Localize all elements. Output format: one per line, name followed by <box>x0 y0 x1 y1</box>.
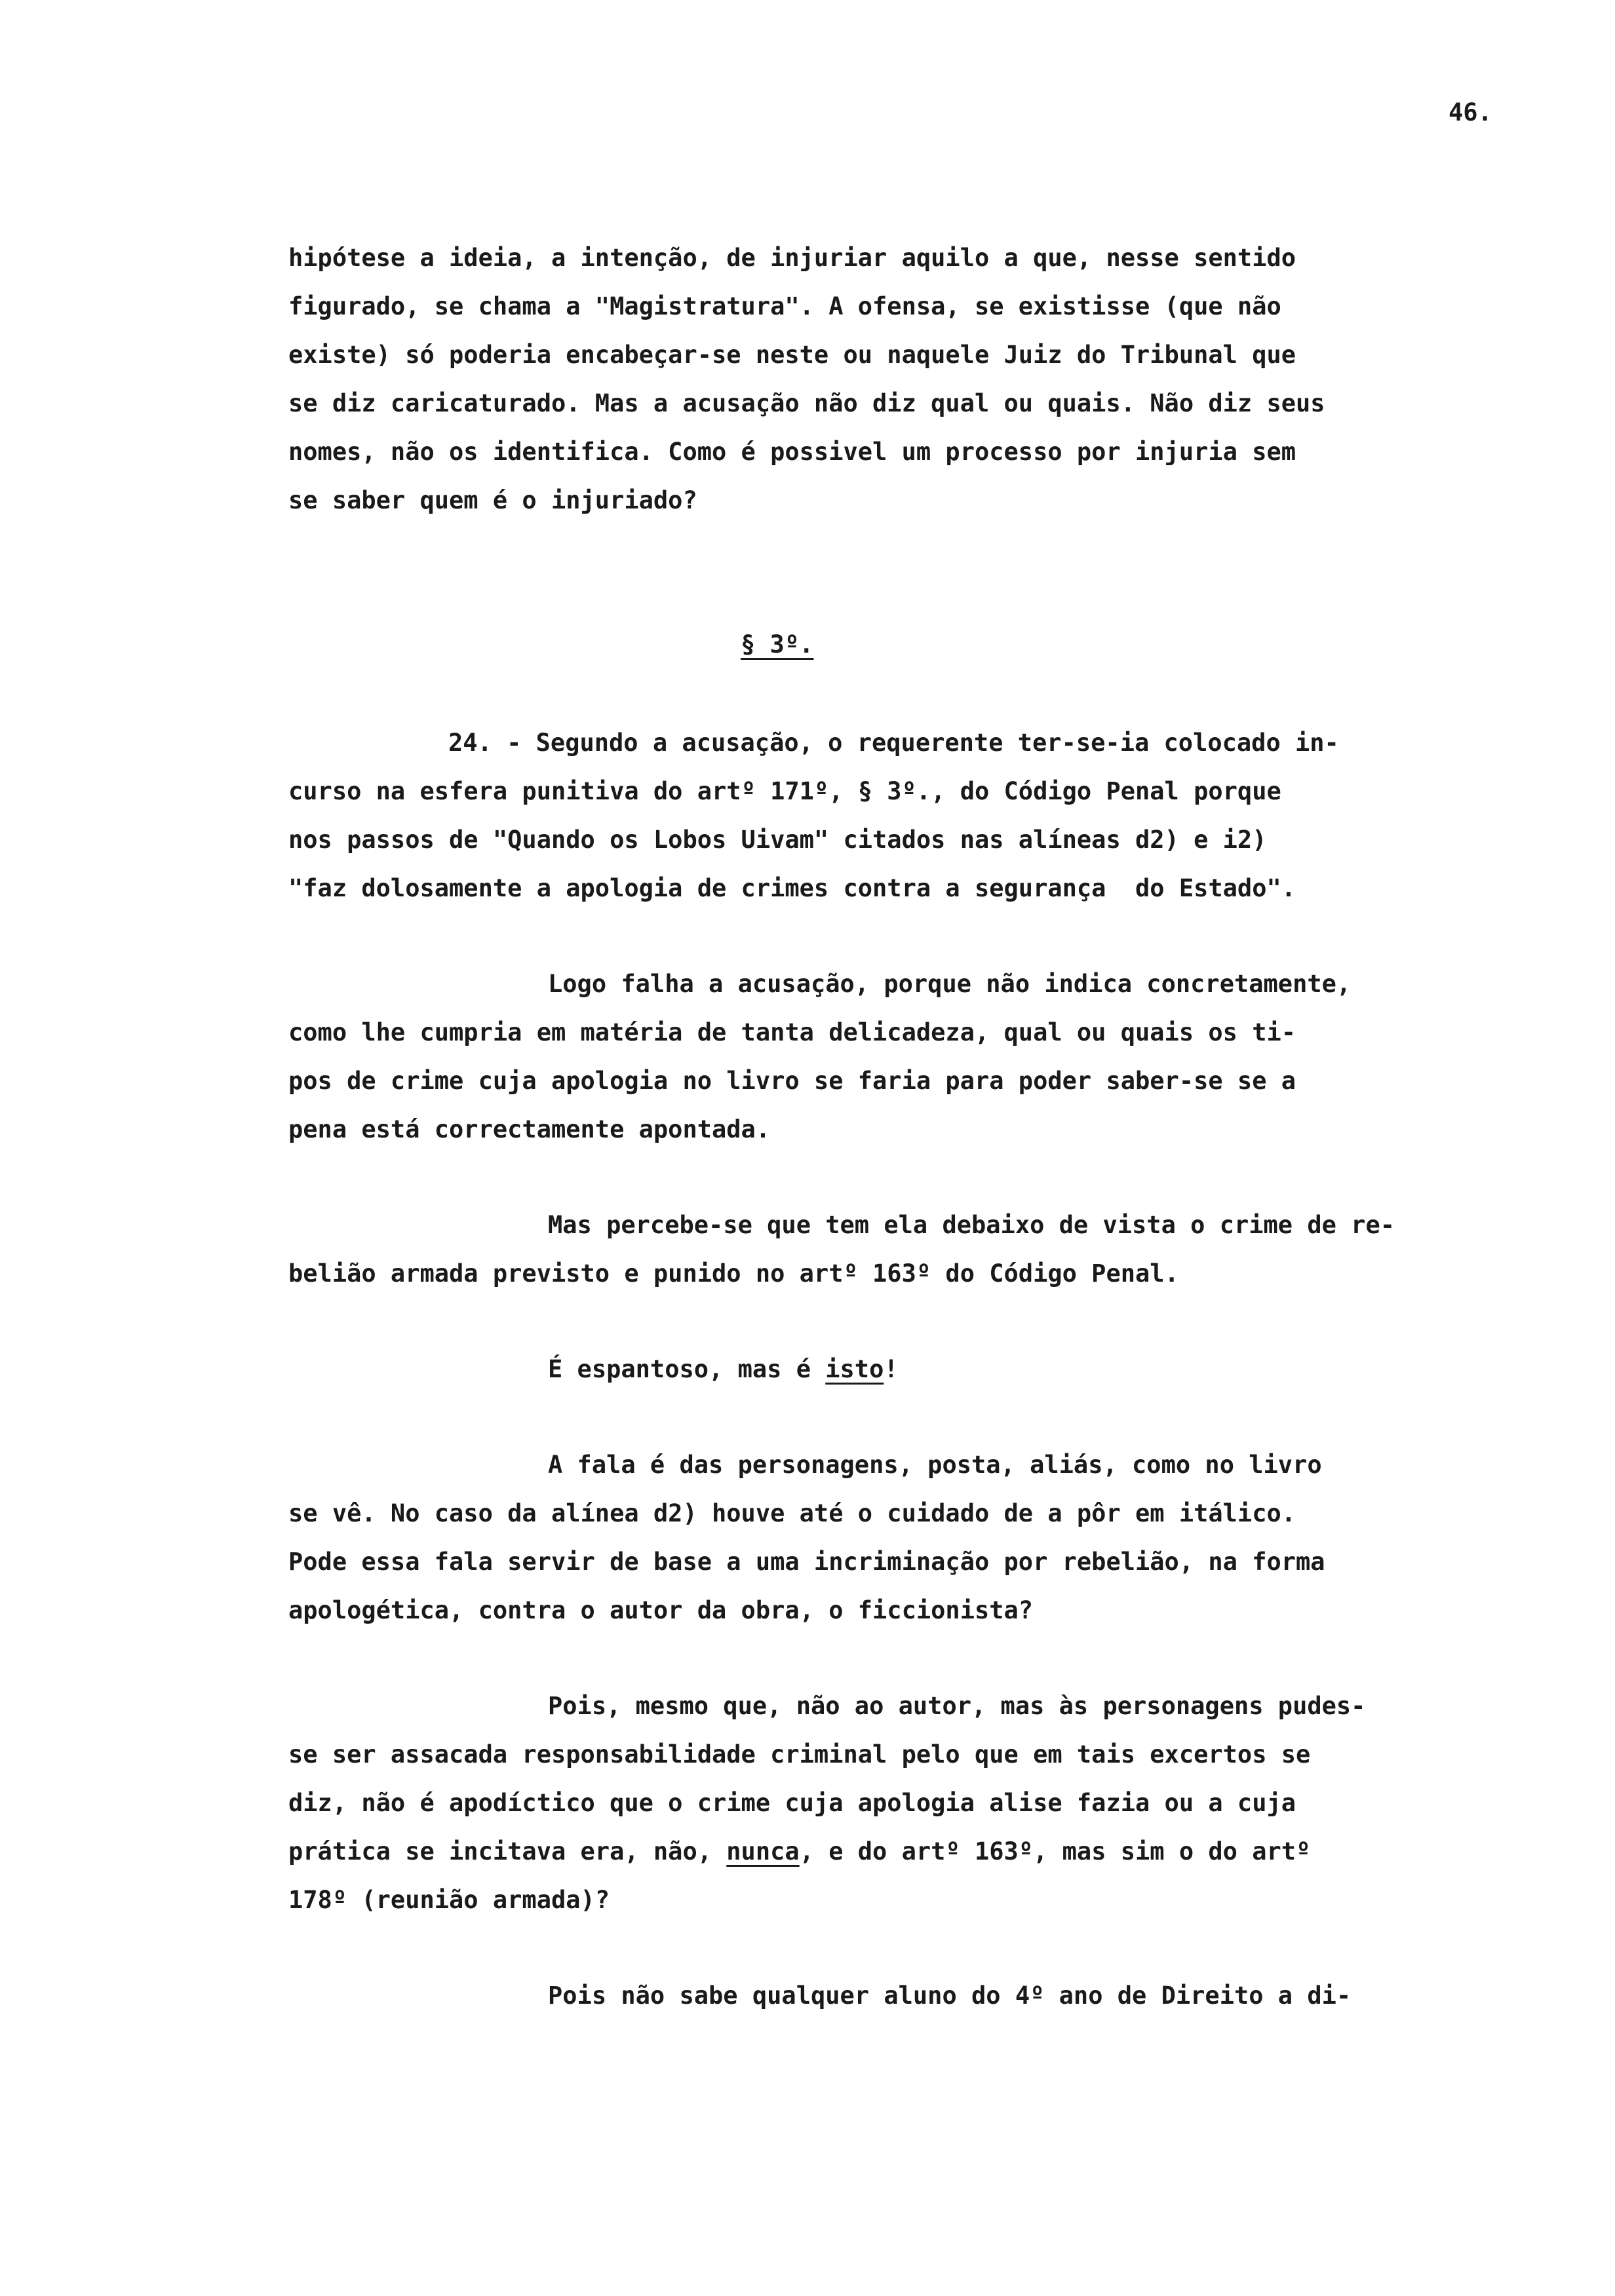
text-line: apologética, contra o autor da obra, o ficcionista? <box>288 1596 1034 1624</box>
text-line: Pois não sabe qualquer aluno do 4º ano de Direito a di- <box>548 1981 1352 2010</box>
text-line: se vê. No caso da alínea d2) houve até o cuidado de a pôr em itálico. <box>288 1499 1296 1527</box>
text-line: pos de crime cuja apologia no livro se faria para poder saber-se se a <box>288 1067 1296 1095</box>
section-heading: § 3º. <box>741 630 814 659</box>
page-number: 46. <box>1449 98 1492 126</box>
text-line <box>288 1839 1310 1864</box>
text-line: A fala é das personagens, posta, aliás, como no livro <box>548 1451 1322 1479</box>
text-line: diz, não é apodíctico que o crime cuja apologia alise fazia ou a cuja <box>288 1789 1296 1817</box>
text-line: figurado, se chama a "Magistratura". A ofensa, se existisse (que não <box>288 292 1281 320</box>
text-segment: É espantoso, mas é <box>548 1355 826 1383</box>
text-line: Mas percebe-se que tem ela debaixo de vista o crime de re- <box>548 1211 1395 1239</box>
text-line: Pode essa fala servir de base a uma incriminação por rebelião, na forma <box>288 1548 1325 1576</box>
text-line: nos passos de "Quando os Lobos Uivam" citados nas alíneas d2) e i2) <box>288 826 1267 854</box>
text-line: "faz dolosamente a apologia de crimes contra a segurança do Estado". <box>288 874 1296 902</box>
underlined-word: isto <box>825 1355 884 1383</box>
text-line: belião armada previsto e punido no artº 163º do Código Penal. <box>288 1259 1179 1288</box>
text-line: Pois, mesmo que, não ao autor, mas às personagens pudes- <box>548 1692 1366 1720</box>
text-segment: prática se incitava era, não, <box>288 1837 727 1866</box>
text-line: pena está correctamente apontada. <box>288 1115 771 1143</box>
paragraph-5 <box>548 1357 899 1381</box>
text-line: 24. - Segundo a acusação, o requerente ter-se-ia colocado in- <box>448 729 1339 757</box>
text-line: hipótese a ideia, a intenção, de injuriar aquilo a que, nesse sentido <box>288 244 1296 272</box>
text-segment: ! <box>884 1355 899 1383</box>
text-line: como lhe cumpria em matéria de tanta delicadeza, qual ou quais os ti- <box>288 1018 1296 1046</box>
text-line: 178º (reunião armada)? <box>288 1886 610 1914</box>
text-line: se ser assacada responsabilidade criminal pelo que em tais excertos se <box>288 1740 1311 1769</box>
text-segment: , e do artº 163º, mas sim o do artº <box>799 1837 1311 1866</box>
text-line: existe) só poderia encabeçar-se neste ou naquele Juiz do Tribunal que <box>288 341 1296 369</box>
text-line: se diz caricaturado. Mas a acusação não diz qual ou quais. Não diz seus <box>288 389 1325 417</box>
underlined-word: nunca <box>726 1837 800 1866</box>
text-line: nomes, não os identifica. Como é possivel um processo por injuria sem <box>288 438 1296 466</box>
text-line: se saber quem é o injuriado? <box>288 486 697 514</box>
text-line: curso na esfera punitiva do artº 171º, § 3º., do Código Penal porque <box>288 777 1281 805</box>
text-line: Logo falha a acusação, porque não indica concretamente, <box>548 970 1352 998</box>
